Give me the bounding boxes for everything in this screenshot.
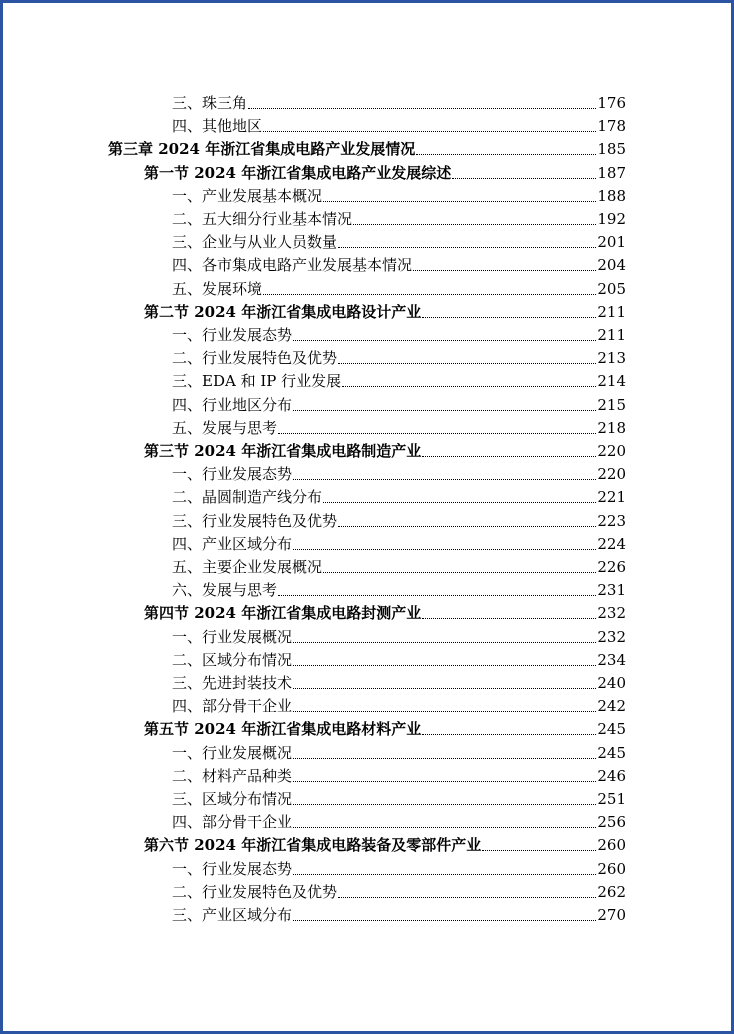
toc-entry-page-number: 188 [597,186,626,205]
toc-entry-item[interactable] [172,811,626,834]
toc-entry-page-number: 221 [597,488,626,507]
dot-leader [278,433,596,434]
toc-entry-item[interactable] [172,347,626,370]
dot-leader [353,224,596,225]
dot-leader [293,758,596,759]
dot-leader [338,526,596,527]
toc-entry-item[interactable] [172,579,626,602]
toc-entry-item[interactable] [172,185,626,208]
dot-leader [263,131,596,132]
toc-entry-title: 四、产业区域分布 [172,534,293,553]
dot-leader [293,642,596,643]
toc-entry-title: 五、主要企业发展概况 [172,558,323,576]
toc-entry-page-number: 251 [597,790,626,808]
dot-leader [323,502,596,503]
toc-entry-page-number: 242 [597,697,626,716]
dot-leader [422,734,596,735]
toc-entry-page-number: 223 [597,511,626,530]
toc-entry-page-number: 260 [597,859,626,878]
dot-leader [338,897,596,898]
toc-entry-title: 五、发展环境 [172,279,263,298]
dot-leader [293,920,596,921]
toc-entry-page-number: 213 [597,349,626,368]
toc-entry-chapter[interactable] [108,138,626,161]
dot-leader [323,201,596,202]
dot-leader [278,595,596,596]
toc-entry-page-number: 262 [597,882,626,901]
toc-entry-page-number: 246 [597,766,626,785]
toc-entry-title: 第五节 2024 年浙江省集成电路材料产业 [144,720,422,739]
dot-leader [293,340,596,341]
dot-leader [342,386,596,387]
toc-entry-page-number: 192 [597,210,626,228]
dot-leader [482,850,596,851]
toc-entry-title: 一、产业发展基本概况 [172,186,323,205]
toc-entry-page-number: 231 [597,581,626,600]
toc-entry-item[interactable] [172,626,626,649]
dot-leader [293,479,596,480]
toc-entry-page-number: 218 [597,418,626,437]
toc-entry-page-number: 234 [597,650,626,669]
toc-entry-page-number: 211 [597,326,626,344]
toc-entry-item[interactable] [172,533,626,556]
toc-entry-page-number: 178 [597,117,626,136]
toc-entry-title: 四、部分骨干企业 [172,813,293,832]
toc-entry-title: 一、行业发展态势 [172,859,293,878]
toc-entry-page-number: 214 [597,372,626,391]
toc-entry-section[interactable] [144,834,626,857]
toc-entry-page-number: 232 [597,604,626,623]
toc-entry-title: 一、行业发展概况 [172,627,293,646]
toc-entry-page-number: 205 [597,279,626,298]
dot-leader [293,804,596,805]
dot-leader [293,781,596,782]
toc-entry-title: 三、区域分布情况 [172,790,293,808]
toc-entry-item[interactable] [172,92,626,115]
toc-entry-item[interactable] [172,324,626,347]
toc-entry-title: 五、发展与思考 [172,418,278,437]
dot-leader [293,549,596,550]
toc-entry-section[interactable] [144,301,626,324]
toc-entry-page-number: 185 [597,140,626,159]
toc-entry-page-number: 220 [597,442,626,460]
toc-entry-page-number: 224 [597,534,626,553]
toc-entry-page-number: 260 [597,836,626,855]
toc-entry-title: 六、发展与思考 [172,581,278,600]
toc-entry-item[interactable] [172,278,626,301]
toc-entry-title: 四、部分骨干企业 [172,697,293,716]
dot-leader [422,618,596,619]
toc-entry-page-number: 187 [597,163,626,182]
toc-entry-item[interactable] [172,370,626,393]
toc-entry-item[interactable] [172,231,626,254]
toc-entry-title: 二、五大细分行业基本情况 [172,210,353,228]
toc-entry-title: 三、行业发展特色及优势 [172,511,338,530]
toc-entry-page-number: 240 [597,674,626,692]
toc-entry-title: 四、其他地区 [172,117,263,136]
toc-entry-item[interactable] [172,858,626,881]
toc-entry-title: 一、行业发展态势 [172,326,293,344]
toc-entry-item[interactable] [172,417,626,440]
toc-entry-page-number: 270 [597,906,626,924]
dot-leader [413,270,596,271]
toc-entry-page-number: 245 [597,743,626,762]
dot-leader [422,317,596,318]
toc-entry-item[interactable] [172,556,626,579]
toc-entry-item[interactable] [172,904,626,927]
toc-entry-title: 三、企业与从业人员数量 [172,233,338,252]
toc-entry-title: 二、晶圆制造产线分布 [172,488,323,507]
dot-leader [263,294,596,295]
toc-entry-title: 四、各市集成电路产业发展基本情况 [172,256,413,275]
toc-entry-page-number: 204 [597,256,626,275]
toc-entry-page-number: 232 [597,627,626,646]
dot-leader [338,247,596,248]
dot-leader [293,827,596,828]
toc-entry-item[interactable] [172,394,626,417]
toc-entry-title: 第一节 2024 年浙江省集成电路产业发展综述 [144,163,452,182]
dot-leader [293,688,596,689]
toc-entry-page-number: 220 [597,465,626,484]
dot-leader [416,154,596,155]
toc-entry-title: 三、先进封装技术 [172,674,293,692]
toc-entry-item[interactable] [172,208,626,231]
dot-leader [422,456,596,457]
toc-entry-title: 第二节 2024 年浙江省集成电路设计产业 [144,302,422,321]
toc-entry-item[interactable] [172,788,626,811]
toc-entry-title: 一、行业发展概况 [172,743,293,762]
dot-leader [293,711,596,712]
dot-leader [323,572,596,573]
dot-leader [293,410,596,411]
toc-entry-section[interactable] [144,602,626,625]
toc-entry-title: 三、产业区域分布 [172,906,293,924]
toc-entry-title: 二、区域分布情况 [172,650,293,669]
toc-entry-page-number: 211 [597,302,626,321]
dot-leader [452,178,596,179]
dot-leader [338,363,596,364]
toc-entry-title: 第四节 2024 年浙江省集成电路封测产业 [144,604,422,623]
toc-entry-section[interactable] [144,718,626,741]
toc-entry-title: 一、行业发展态势 [172,465,293,484]
toc-entry-title: 第三节 2024 年浙江省集成电路制造产业 [144,442,422,460]
dot-leader [293,874,596,875]
toc-entry-page-number: 176 [597,94,626,112]
toc-entry-title: 二、材料产品种类 [172,766,293,785]
toc-entry-page-number: 256 [597,813,626,832]
toc-entry-title: 三、EDA 和 IP 行业发展 [172,372,342,391]
toc-entry-title: 二、行业发展特色及优势 [172,882,338,901]
toc-entry-item[interactable] [172,742,626,765]
toc-entry-section[interactable] [144,440,626,463]
toc-entry-page-number: 201 [597,233,626,252]
toc-entry-item[interactable] [172,765,626,788]
toc-entry-item[interactable] [172,672,626,695]
toc-entry-item[interactable] [172,695,626,718]
toc-entry-item[interactable] [172,115,626,138]
toc-entry-page-number: 245 [597,720,626,739]
toc-entry-item[interactable] [172,649,626,672]
dot-leader [248,108,596,109]
toc-entry-item[interactable] [172,254,626,277]
toc-entry-title: 四、行业地区分布 [172,395,293,414]
toc-entry-item[interactable] [172,463,626,486]
toc-entry-page-number: 215 [597,395,626,414]
toc-entry-section[interactable] [144,162,626,185]
toc-entry-title: 第六节 2024 年浙江省集成电路装备及零部件产业 [144,836,482,855]
toc-entry-title: 三、珠三角 [172,94,248,112]
toc-entry-item[interactable] [172,881,626,904]
toc-entry-item[interactable] [172,510,626,533]
dot-leader [293,665,596,666]
toc-entry-page-number: 226 [597,558,626,576]
toc-entry-title: 二、行业发展特色及优势 [172,349,338,368]
toc-entry-item[interactable] [172,486,626,509]
toc-entry-title: 第三章 2024 年浙江省集成电路产业发展情况 [108,140,416,159]
